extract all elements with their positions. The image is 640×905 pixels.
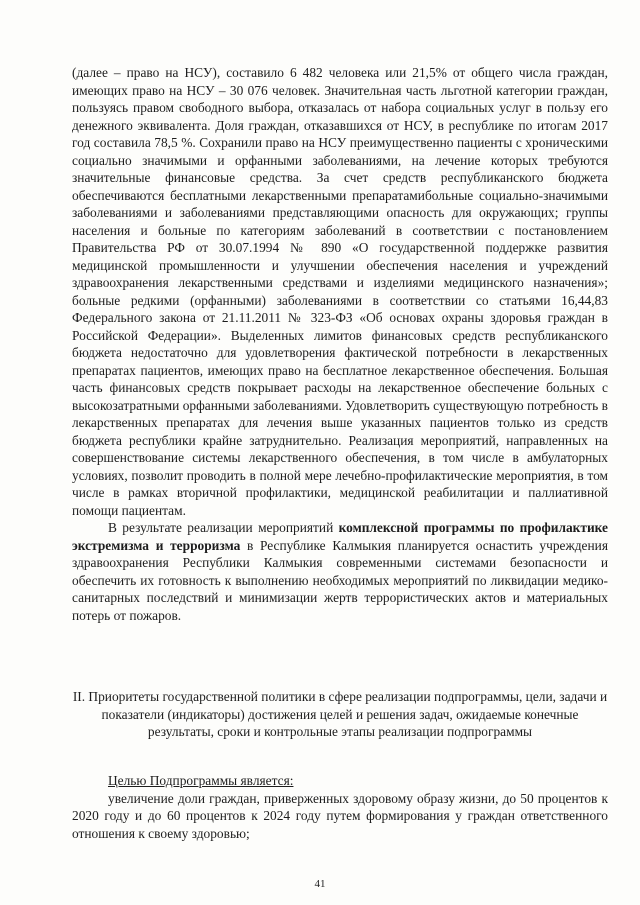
goal-block bbox=[72, 772, 608, 842]
goal-text: увеличение доли граждан, приверженных здоровому образу жизни, до 50 процентов к 2020 году и до 60 процентов к 2024 году путем формирования у граждан ответственного отношения к своему здоровью; bbox=[72, 790, 608, 841]
paragraph-extremism-start: В результате реализации мероприятий bbox=[108, 520, 339, 535]
goal-label: Целью Подпрограммы является: bbox=[108, 773, 294, 788]
program-name-bold: комплексной программы по профилактике экстремизма и терроризма bbox=[72, 520, 608, 553]
paragraph-nsu: (далее – право на НСУ), составило 6 482 человека или 21,5% от общего числа граждан, имеющих право на НСУ – 30 076 человек. Значительная часть льготной категории граждан, пользуясь правом свободного выбора, отказалась от набора социальных услуг в пользу его денежного эквивалента. Доля граждан, отказавшихся от НСУ, в республике по итогам 2017 год составила 78,5 %. Сохранили право на НСУ преимущественно пациенты с хроническими социально значимыми и орфанными заболеваниями, на лечение которых требуются значительные финансовые средства. За счет средств республиканского бюджета обеспечиваются бесплатными лекарственными препаратамибольные социально-значимыми заболеваниями и заболеваниями представляющими опасность для окружающих; группы населения и больные по категориям заболеваний в соответствии с постановлением Правительства РФ от 30.07.1994 № 890 «О государственной поддержке развития медицинской промышленности и улучшении обеспечения населения и учреждений здравоохранения лекарственными средствами и изделиями медицинского назначения»; больные редкими (орфанными) заболеваниями в соответствии со статьями 16,44,83 Федерального закона от 21.11.2011 № 323-ФЗ «Об основах охраны здоровья граждан в Российской Федерации». Выделенных лимитов финансовых средств республиканского бюджета недостаточно для удовлетворения фактической потребности в лекарственных препаратах пациентов, имеющих право на бесплатное лекарственное обеспечения. Большая часть финансовых средств покрывает расходы на лекарственное обеспечение больных с высокозатратными орфанными заболеваниями. Удовлетворить существующую потребность в лекарственных препаратах для лечения выше указанных пациентов только из средств бюджета республики крайне затруднительно. Реализация мероприятий, направленных на совершенствование системы лекарственного обеспечения, в том числе в амбулаторных условиях, позволит проводить в полной мере лечебно-профилактические мероприятия, в том числе в рамках вторичной профилактики, медицинской реабилитации и паллиативной помощи пациентам. bbox=[72, 65, 608, 518]
page-number: 41 bbox=[314, 878, 326, 890]
paragraph-extremism bbox=[72, 519, 608, 624]
body-text bbox=[72, 64, 608, 624]
goal-label-line bbox=[72, 772, 608, 790]
section-heading: II. Приоритеты государственной политики в сфере реализации подпрограммы, цели, задачи и показатели (индикаторы) достижения целей и решения задач, ожидаемые конечные результаты, сроки и контрольные этапы реализации подпрограммы bbox=[72, 689, 608, 739]
paragraph-extremism-end: в Республике Калмыкия планируется оснастить учреждения здравоохранения Республики Калмыкия современными системами безопасности и обеспечить их готовность к выполнению необходимых мероприятий по ликвидации медико-санитарных последствий и минимизации жертв террористических актов и материальных потерь от пожаров. bbox=[72, 537, 608, 623]
